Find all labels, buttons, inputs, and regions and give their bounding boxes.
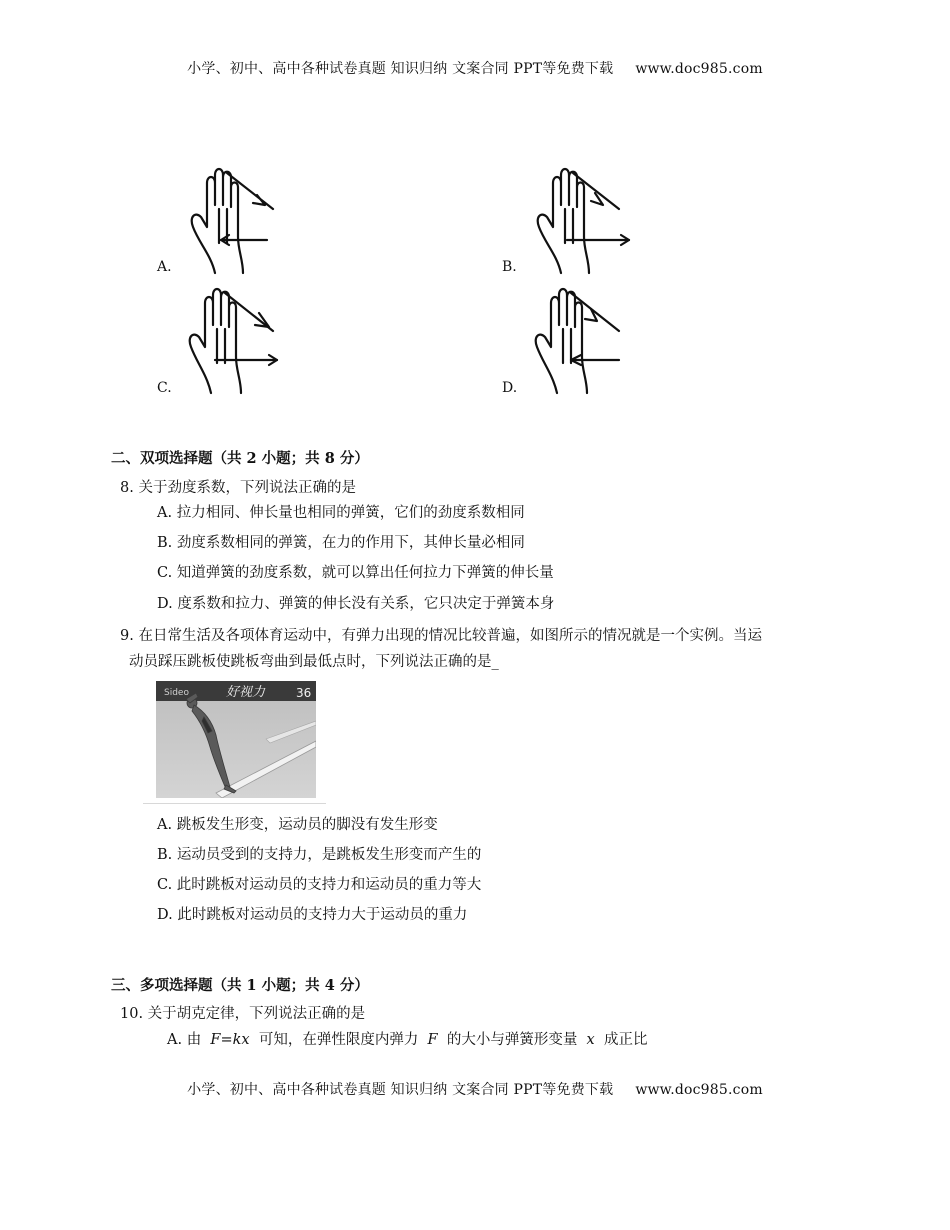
photo-banner-right: 36 <box>296 686 312 700</box>
q10-option-a <box>167 1028 647 1049</box>
figure-option-c-label: C. <box>157 380 172 396</box>
q9-option-c: C. 此时跳板对运动员的支持力和运动员的重力等大 <box>157 877 482 893</box>
q8-option-b: B. 劲度系数相同的弹簧，在力的作用下，其伸长量必相同 <box>157 535 525 551</box>
section-title-double-choice: 二、双项选择题（共 2 小题；共 8 分） <box>111 450 369 467</box>
q10-option-a-force: F <box>427 1032 438 1048</box>
q10-option-a-formula: F=kx <box>210 1032 250 1048</box>
header-text: 小学、初中、高中各种试卷真题 知识归纳 文案合同 PPT等免费下载 <box>187 61 614 77</box>
q8-option-a: A. 拉力相同、伸长量也相同的弹簧，它们的劲度系数相同 <box>157 505 525 521</box>
page-footer <box>0 1079 950 1099</box>
photo-divider <box>143 803 326 804</box>
footer-text: 小学、初中、高中各种试卷真题 知识归纳 文案合同 PPT等免费下载 <box>187 1082 614 1098</box>
hand-figure-b <box>531 165 636 275</box>
q10-option-a-prefix: A. 由 <box>167 1032 202 1048</box>
q10-option-a-x: x <box>586 1032 595 1048</box>
footer-site: www.doc985.com <box>635 1082 763 1098</box>
q10-option-a-suffix: 成正比 <box>603 1032 648 1048</box>
q9-stem-line1: 9. 在日常生活及各项体育运动中，有弹力出现的情况比较普遍，如图所示的情况就是一个实例。当运 <box>120 628 762 644</box>
diver-photo <box>156 681 316 798</box>
figure-option-b-label: B. <box>502 259 517 275</box>
q8-option-d: D. 度系数和拉力、弹簧的伸长没有关系，它只决定于弹簧本身 <box>157 596 555 612</box>
hand-figure-a <box>185 165 280 275</box>
figure-option-a-label: A. <box>157 259 172 275</box>
q10-stem: 10. 关于胡克定律，下列说法正确的是 <box>120 1006 366 1022</box>
section-title-multiple-choice: 三、多项选择题（共 1 小题；共 4 分） <box>111 977 369 994</box>
photo-banner-left: Sideo <box>164 688 189 698</box>
q10-option-a-mid: 可知，在弹性限度内弹力 <box>258 1032 419 1048</box>
q9-option-a: A. 跳板发生形变，运动员的脚没有发生形变 <box>157 817 438 833</box>
q9-stem-line2: 动员踩压跳板使跳板弯曲到最低点时，下列说法正确的是_ <box>129 654 499 670</box>
hand-figure-c <box>185 285 285 395</box>
header-site: www.doc985.com <box>635 61 763 77</box>
q10-option-a-mid2: 的大小与弹簧形变量 <box>446 1032 578 1048</box>
photo-banner-text: 好视力 <box>226 685 266 700</box>
q8-stem: 8. 关于劲度系数，下列说法正确的是 <box>120 480 356 496</box>
page-header <box>0 58 950 78</box>
q9-option-b: B. 运动员受到的支持力，是跳板发生形变而产生的 <box>157 847 482 863</box>
figure-option-d-label: D. <box>502 380 518 396</box>
diver-illustration <box>156 681 316 798</box>
hand-figure-d <box>531 285 631 395</box>
q9-option-d: D. 此时跳板对运动员的支持力大于运动员的重力 <box>157 907 468 923</box>
q8-option-c: C. 知道弹簧的劲度系数，就可以算出任何拉力下弹簧的伸长量 <box>157 565 554 581</box>
